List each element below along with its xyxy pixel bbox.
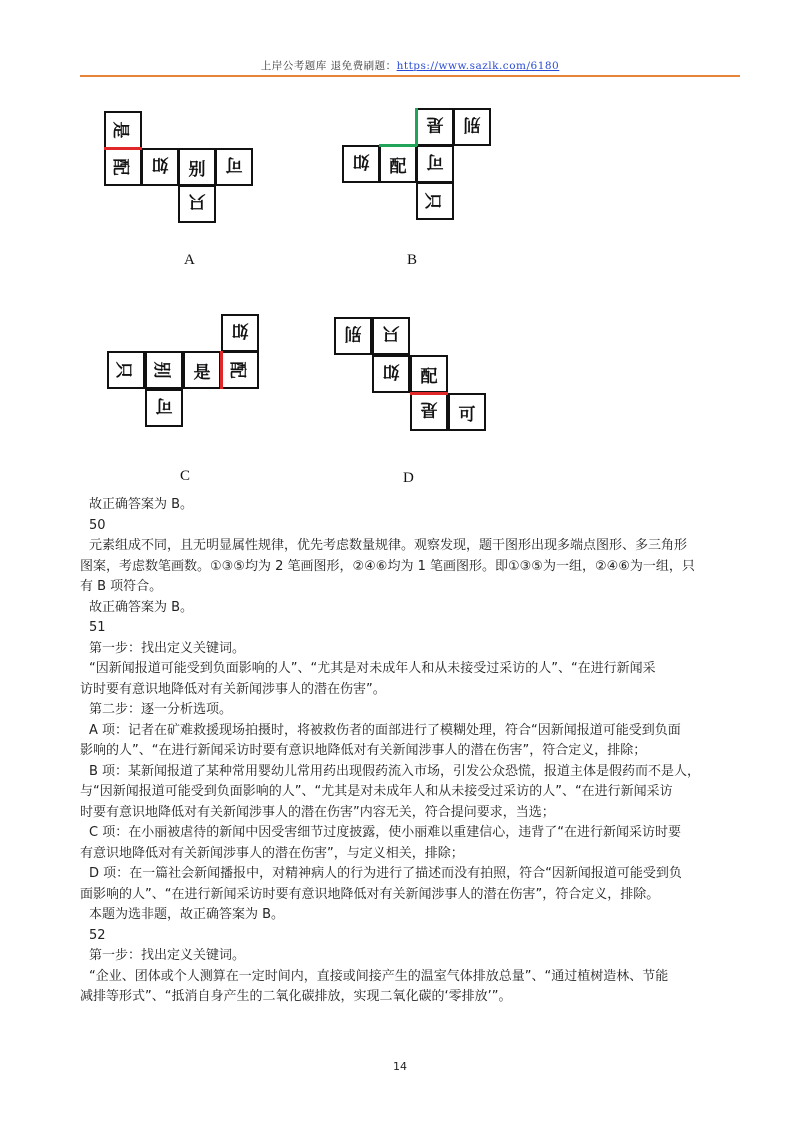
text-line: C 项：在小丽被虐待的新闻中因受害细节过度披露，使小丽难以重建信心，违背了“在进行新闻采访时要 [89,825,681,840]
text-line: 故正确答案为 B。 [89,599,194,615]
text-line: 访时要有意识地降低对有关新闻涉事人的潜在伤害”。 [80,681,386,697]
figure-b-cell: 配 [379,145,417,183]
figure-c-cell: 是 [183,351,221,389]
figure-d-cell: 只 [372,317,410,355]
figure-c-cell: 如 [221,314,259,352]
text-line: 时要有意识地降低对有关新闻涉事人的潜在伤害”内容无关，符合提问要求，当选； [80,804,555,820]
figure-a-cell: 是 [104,111,142,149]
text-line: “因新闻报道可能受到负面影响的人”、“尤其是对未成年人和从未接受过采访的人”、“在进行新闻采 [89,661,656,676]
question-number: 50 [89,517,106,533]
text-line: 有意识地降低对有关新闻涉事人的潜在伤害”，与定义相关，排除； [80,845,464,861]
text-line: 面影响的人”、“在进行新闻采访时要有意识地降低对有关新闻涉事人的潜在伤害”，符合定义，排除。 [80,886,660,902]
text-line: 第二步：逐一分析选项。 [89,702,233,717]
figure-b-cell: 是 [416,108,454,146]
figure-d-cell: 别 [334,317,372,355]
header-text [80,58,740,73]
header-prefix: 上岸公考题库 退免费刷题： [260,60,397,72]
page-header [80,55,740,79]
text-line: 故正确答案为 B。 [89,497,194,512]
figure-b-green-edge-h [379,144,417,147]
text-line: 元素组成不同，且无明显属性规律，优先考虑数量规律。观察发现，题干图形出现多端点图形、多三角形 [89,538,688,553]
text-line: B 项：某新闻报道了某种常用婴幼儿常用药出现假药流入市场，引发公众恐慌，报道主体是假药而不是人， [89,763,701,779]
figure-b-cell: 可 [416,145,454,183]
question-number: 52 [89,927,106,943]
text-line: 减排等形式”、“抵消自身产生的二氧化碳排放，实现二氧化碳的‘零排放’”。 [80,989,512,1004]
figure-d-cell: 是 [410,393,448,431]
figure-a-cell: 配 [104,148,142,186]
text-line: 第一步：找出定义关键词。 [89,948,246,963]
figure-a-cell: 可 [215,148,253,186]
figure-a-cell: 只 [178,185,216,223]
figure-b-label: B [407,252,418,268]
text-line: 有 B 项符合。 [80,579,163,594]
figure-d-cell: 如 [372,355,410,393]
figure-d-cell: 可 [448,393,486,431]
figure-d-label: D [403,470,414,486]
figure-a-red-edge [104,147,142,150]
figure-a-cell: 如 [141,148,179,186]
figure-b-cell: 如 [342,145,380,183]
page-number: 14 [393,1060,407,1073]
figure-a-label: A [184,252,195,268]
figure-a-cell: 别 [178,148,216,186]
figure-b-green-edge-v [415,108,418,146]
figure-d-cell: 配 [410,355,448,393]
text-line: 图案，考虑数笔画数。①③⑤均为 2 笔画图形，②④⑥均为 1 笔画图形。即①③⑤为一组，②④⑥为一组，只 [80,558,695,574]
text-line: A 项：记者在矿难救援现场拍摄时，将被救伤者的面部进行了模糊处理，符合“因新闻报道可能受到负面 [89,722,681,738]
answer-text [80,495,741,1008]
text-line: 本题为选非题，故正确答案为 B。 [89,907,285,922]
question-number: 51 [89,620,106,635]
figure-c-cell: 只 [107,351,145,389]
text-line: 与“因新闻报道可能受到负面影响的人”、“尤其是对未成年人和从未接受过采访的人”、“在进行新闻采访 [80,784,673,799]
text-line: 影响的人”、“在进行新闻采访时要有意识地降低对有关新闻涉事人的潜在伤害”，符合定义，排除； [80,743,647,758]
figure-c-cell: 配 [221,351,259,389]
figure-b-cell: 别 [453,108,491,146]
figure-c-label: C [180,468,191,484]
figure-d-red-edge [410,392,448,395]
text-line: D 项：在一篇社会新闻播报中，对精神病人的行为进行了描述而没有拍照，符合“因新闻报道可能受到负 [89,866,682,881]
header-rule [80,75,740,77]
figure-c-red-edge [220,351,223,389]
header-link[interactable]: https://www.sazlk.com/6180 [396,60,560,72]
figure-b-cell: 只 [416,182,454,220]
text-line: 第一步：找出定义关键词。 [89,640,246,656]
figure-c-cell: 可 [145,389,183,427]
text-line: “企业、团体或个人测算在一定时间内，直接或间接产生的温室气体排放总量”、“通过植树造林、节能 [89,968,669,984]
figure-c-cell: 别 [145,351,183,389]
